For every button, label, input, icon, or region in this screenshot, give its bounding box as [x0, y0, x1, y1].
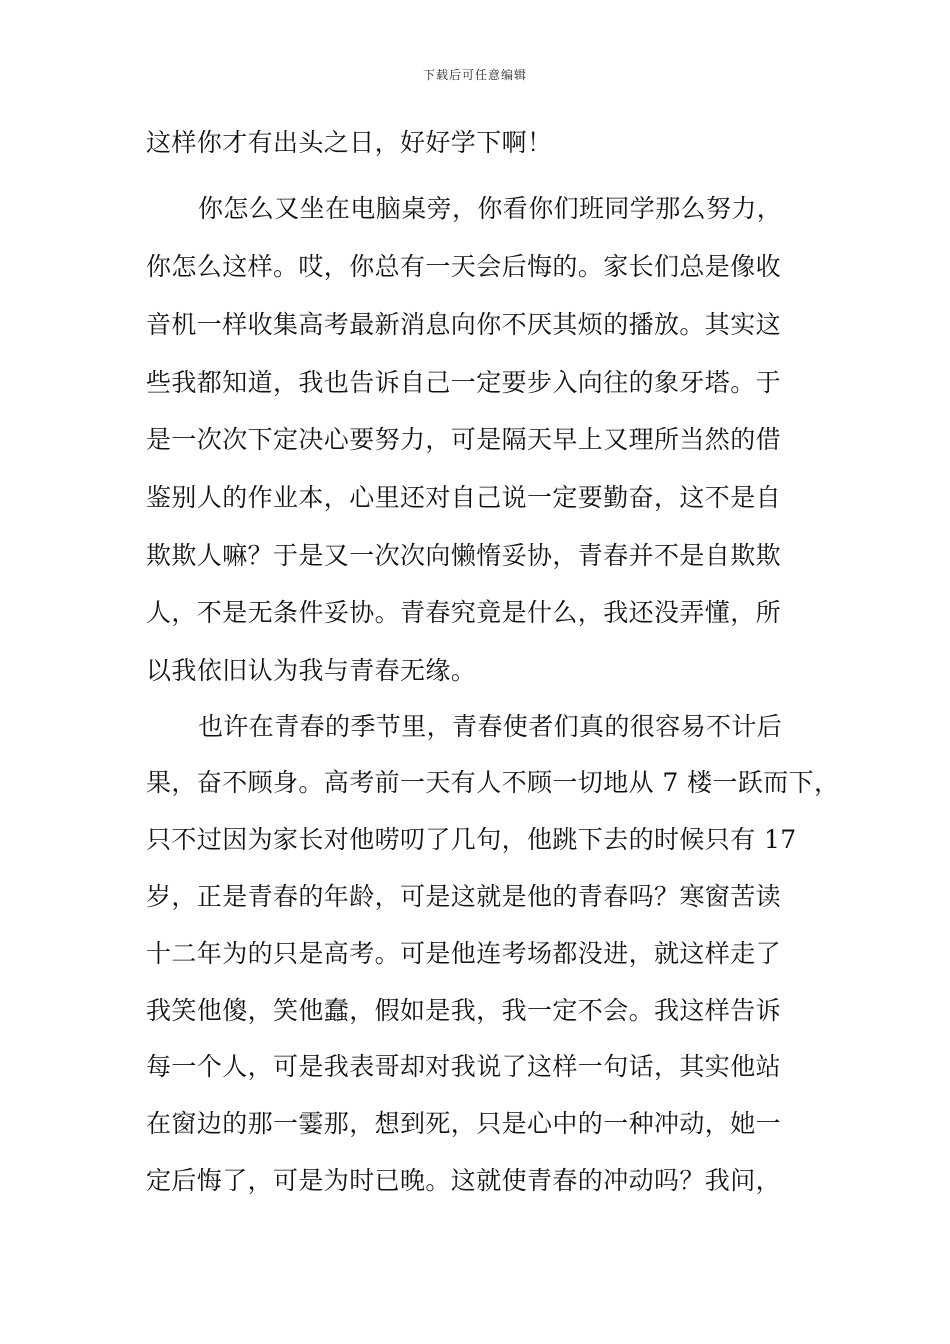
text-line: 这样你才有出头之日，好好学下啊！ — [146, 128, 553, 157]
text-line: 十二年为的只是高考。可是他连考场都没进，就这样走了 — [146, 939, 782, 968]
text-line: 人，不是无条件妥协。青春究竟是什么，我还没弄懂，所 — [146, 598, 782, 627]
text-line: 果，奋不顾身。高考前一天有人不顾一切地从 7 楼一跃而下， — [146, 768, 840, 797]
text-line: 也许在青春的季节里，青春使者们真的很容易不计后 — [198, 712, 783, 741]
text-line: 岁，正是青春的年龄，可是这就是他的青春吗？寒窗苦读 — [146, 882, 782, 911]
text-line: 你怎么又坐在电脑桌旁，你看你们班同学那么努力， — [198, 194, 783, 223]
text-line: 欺欺人嘛？于是又一次次向懒惰妥协，青春并不是自欺欺 — [146, 541, 782, 570]
text-line: 每一个人，可是我表哥却对我说了这样一句话，其实他站 — [146, 1052, 782, 1081]
text-line: 在窗边的那一霎那，想到死，只是心中的一种冲动，她一 — [146, 1109, 782, 1138]
text-line: 我笑他傻，笑他蠢，假如是我，我一定不会。我这样告诉 — [146, 996, 782, 1025]
text-line: 以我依旧认为我与青春无缘。 — [146, 656, 477, 685]
text-line: 只不过因为家长对他唠叨了几句，他跳下去的时候只有 17 — [146, 825, 797, 854]
page-header: 下载后可任意编辑 — [422, 68, 527, 82]
text-line: 些我都知道，我也告诉自己一定要步入向往的象牙塔。于 — [146, 368, 782, 397]
text-line: 音机一样收集高考最新消息向你不厌其烦的播放。其实这 — [146, 310, 782, 339]
text-line: 鉴别人的作业本，心里还对自己说一定要勤奋，这不是自 — [146, 483, 782, 512]
text-line: 定后悔了，可是为时已晚。这就使青春的冲动吗？我问， — [146, 1166, 782, 1195]
text-line: 你怎么这样。哎，你总有一天会后悔的。家长们总是像收 — [146, 252, 782, 281]
text-line: 是一次次下定决心要努力，可是隔天早上又理所当然的借 — [146, 425, 782, 454]
